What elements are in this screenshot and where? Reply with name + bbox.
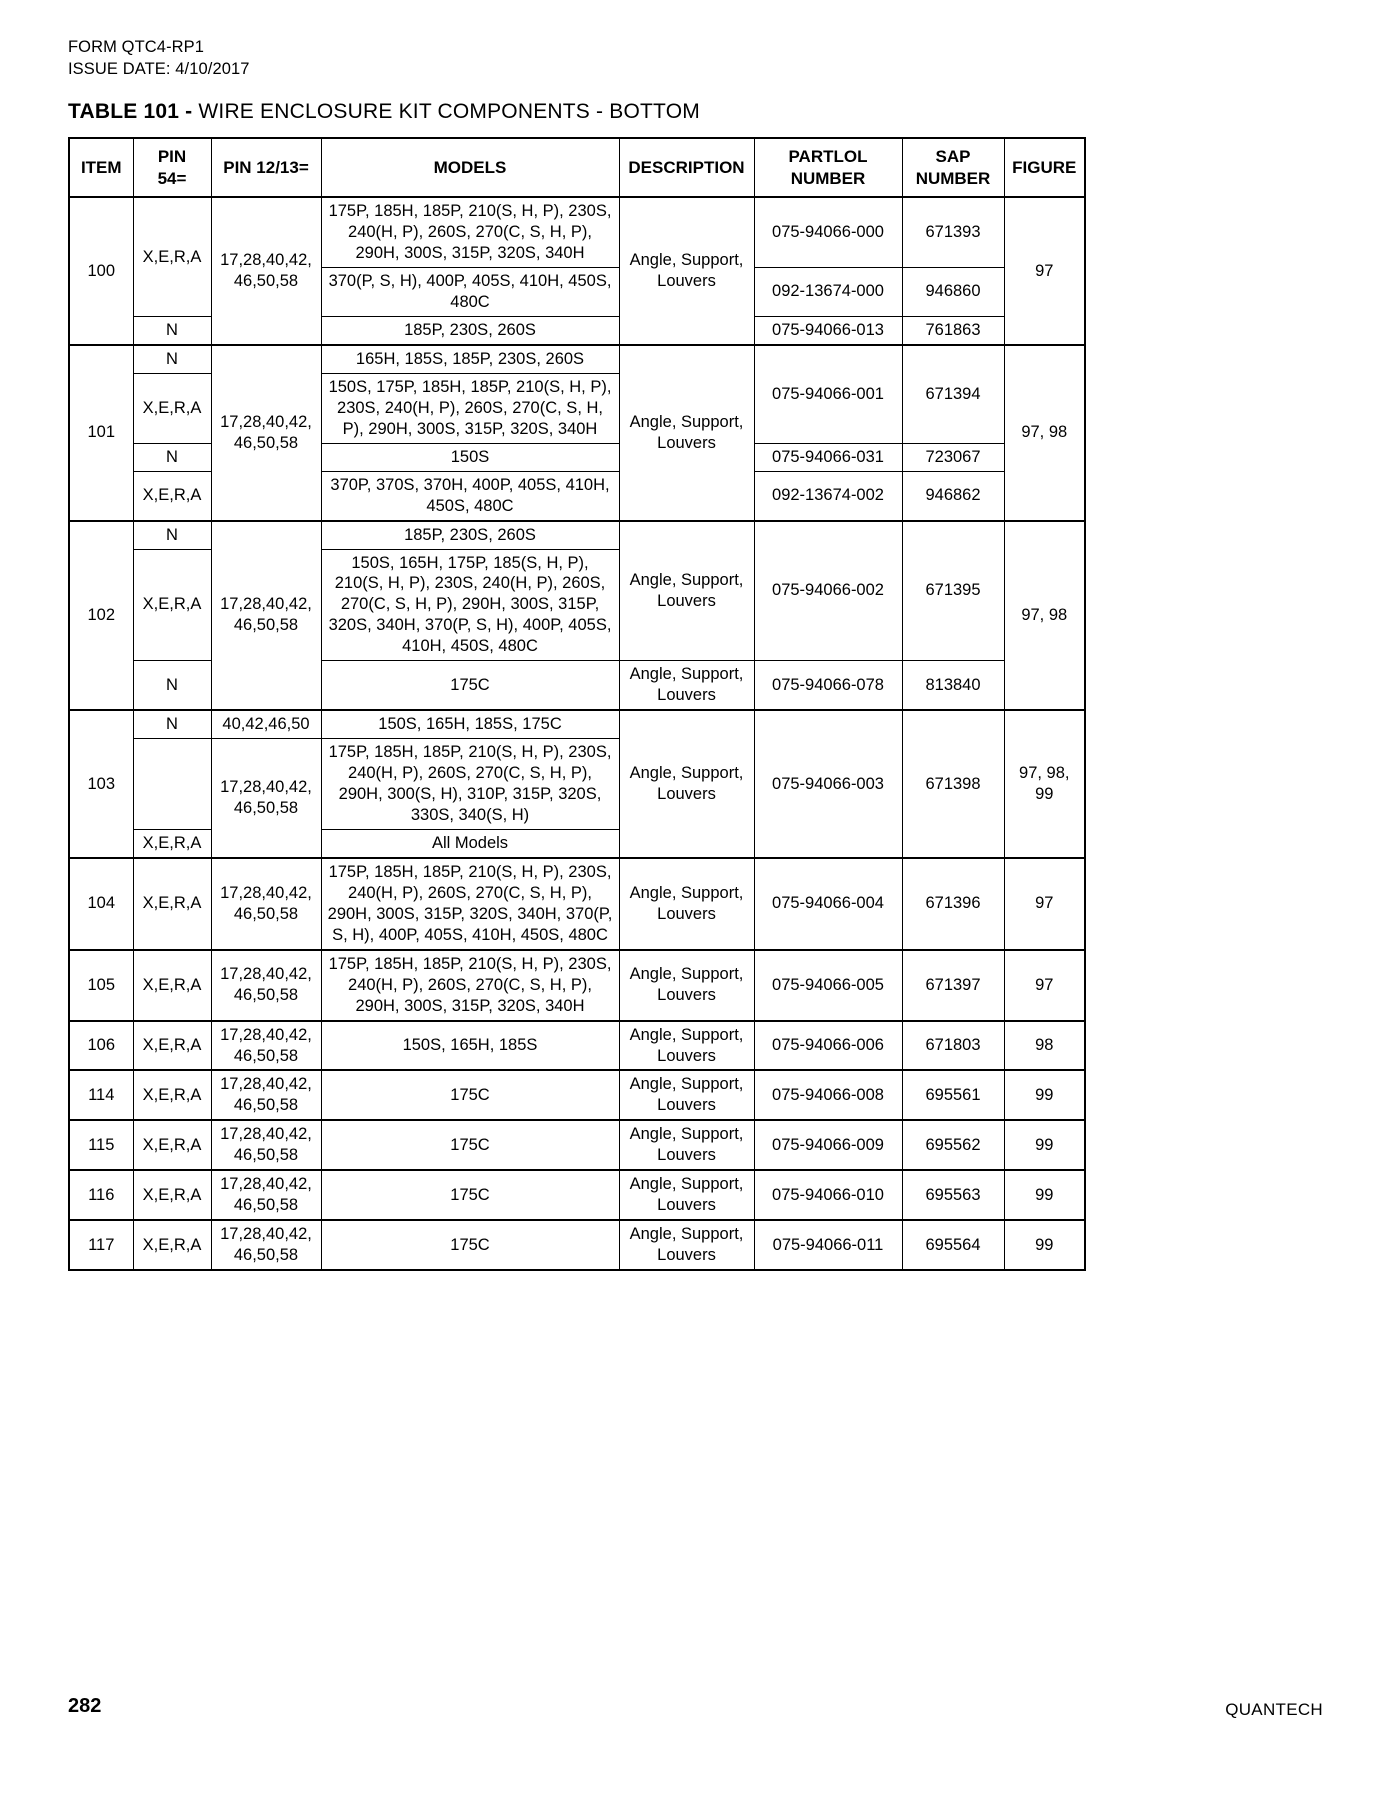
- cell-models: 150S, 165H, 185S: [321, 1021, 619, 1071]
- cell-part-number: 075-94066-000: [754, 197, 902, 267]
- table-row: [69, 1070, 1085, 1120]
- col-header-part-line2: NUMBER: [790, 168, 866, 188]
- cell-item-number: 102: [69, 521, 133, 711]
- page-number: 282: [68, 1695, 102, 1717]
- cell-description: Angle, Support, Louvers: [619, 1021, 754, 1071]
- col-header-item: ITEM: [69, 138, 133, 197]
- cell-description: Angle, Support, Louvers: [619, 858, 754, 950]
- cell-pin54: N: [133, 316, 211, 344]
- cell-part-number: 075-94066-002: [754, 521, 902, 661]
- cell-pin1213: 17,28,40,42, 46,50,58: [211, 1070, 321, 1120]
- cell-sap-number: 671803: [902, 1021, 1004, 1071]
- col-header-pin54: [133, 138, 211, 197]
- cell-models: 175C: [321, 1220, 619, 1270]
- table-row: [69, 858, 1085, 950]
- cell-part-number: 075-94066-005: [754, 950, 902, 1021]
- cell-part-number: 092-13674-002: [754, 471, 902, 520]
- cell-pin54: X,E,R,A: [133, 1021, 211, 1071]
- cell-sap-number: 946862: [902, 471, 1004, 520]
- cell-pin1213: 17,28,40,42, 46,50,58: [211, 345, 321, 521]
- cell-sap-number: 671396: [902, 858, 1004, 950]
- issue-date: ISSUE DATE: 4/10/2017: [68, 60, 250, 79]
- cell-pin1213: 17,28,40,42, 46,50,58: [211, 858, 321, 950]
- cell-pin54: N: [133, 710, 211, 738]
- cell-description: Angle, Support, Louvers: [619, 521, 754, 661]
- col-header-pin54-line1: PIN: [157, 147, 187, 166]
- cell-part-number: 075-94066-013: [754, 316, 902, 344]
- col-header-sap-line2: NUMBER: [915, 168, 991, 188]
- table-row: [69, 710, 1085, 738]
- col-header-description: DESCRIPTION: [619, 138, 754, 197]
- cell-sap-number: 695561: [902, 1070, 1004, 1120]
- cell-pin1213: 17,28,40,42, 46,50,58: [211, 950, 321, 1021]
- cell-item-number: 114: [69, 1070, 133, 1120]
- cell-sap-number: 695563: [902, 1170, 1004, 1220]
- cell-pin54: X,E,R,A: [133, 1120, 211, 1170]
- cell-figure: 97: [1004, 950, 1085, 1021]
- cell-sap-number: 695564: [902, 1220, 1004, 1270]
- cell-figure: 97, 98: [1004, 521, 1085, 711]
- cell-item-number: 104: [69, 858, 133, 950]
- table-row: [69, 1170, 1085, 1220]
- cell-figure: 99: [1004, 1070, 1085, 1120]
- cell-pin54: N: [133, 345, 211, 373]
- table-title-text: WIRE ENCLOSURE KIT COMPONENTS - BOTTOM: [198, 100, 700, 123]
- cell-part-number: 075-94066-078: [754, 661, 902, 710]
- cell-part-number: 075-94066-003: [754, 710, 902, 858]
- form-header: [68, 36, 250, 81]
- cell-models: 175P, 185H, 185P, 210(S, H, P), 230S, 240(H, P), 260S, 270(C, S, H, P), 290H, 300(S, H), 310P, 315P, 320S, 330S, 340(S, H): [321, 739, 619, 830]
- cell-pin54: X,E,R,A: [133, 471, 211, 520]
- cell-sap-number: 671397: [902, 950, 1004, 1021]
- cell-item-number: 100: [69, 197, 133, 345]
- cell-part-number: 075-94066-011: [754, 1220, 902, 1270]
- table-row: [69, 197, 1085, 267]
- cell-description: Angle, Support, Louvers: [619, 197, 754, 345]
- cell-sap-number: 761863: [902, 316, 1004, 344]
- cell-pin54: X,E,R,A: [133, 549, 211, 661]
- cell-models: 150S, 175P, 185H, 185P, 210(S, H, P), 230S, 240(H, P), 260S, 270(C, S, H, P), 290H, 300S, 315P, 320S, 340H: [321, 373, 619, 443]
- cell-figure: 99: [1004, 1120, 1085, 1170]
- cell-pin54: X,E,R,A: [133, 858, 211, 950]
- table-row: [69, 950, 1085, 1021]
- cell-description: Angle, Support, Louvers: [619, 345, 754, 521]
- cell-description: Angle, Support, Louvers: [619, 710, 754, 858]
- cell-pin1213: 17,28,40,42, 46,50,58: [211, 1021, 321, 1071]
- cell-description: Angle, Support, Louvers: [619, 1220, 754, 1270]
- cell-models: 185P, 230S, 260S: [321, 521, 619, 549]
- table-row: [69, 1220, 1085, 1270]
- cell-figure: 99: [1004, 1170, 1085, 1220]
- table-row: [69, 1021, 1085, 1071]
- cell-item-number: 116: [69, 1170, 133, 1220]
- cell-models: 150S, 165H, 185S, 175C: [321, 710, 619, 738]
- cell-models: 175C: [321, 1170, 619, 1220]
- cell-models: 150S, 165H, 175P, 185(S, H, P), 210(S, H, P), 230S, 240(H, P), 260S, 270(C, S, H, P), 290H, 300S, 315P, 320S, 340H, 370(P, S, H), 400P, 405S, 410H, 450S, 480C: [321, 549, 619, 661]
- cell-sap-number: 671395: [902, 521, 1004, 661]
- cell-pin1213: 17,28,40,42, 46,50,58: [211, 197, 321, 345]
- col-header-models: MODELS: [321, 138, 619, 197]
- cell-sap-number: 671394: [902, 345, 1004, 443]
- table-header-row: [69, 138, 1085, 197]
- cell-models: 175P, 185H, 185P, 210(S, H, P), 230S, 240(H, P), 260S, 270(C, S, H, P), 290H, 300S, 315P, 320S, 340H: [321, 950, 619, 1021]
- cell-sap-number: 671393: [902, 197, 1004, 267]
- cell-part-number: 075-94066-004: [754, 858, 902, 950]
- cell-item-number: 115: [69, 1120, 133, 1170]
- col-header-pin1213: PIN 12/13=: [211, 138, 321, 197]
- cell-models: 370P, 370S, 370H, 400P, 405S, 410H, 450S, 480C: [321, 471, 619, 520]
- cell-sap-number: 695562: [902, 1120, 1004, 1170]
- cell-models: 175C: [321, 1070, 619, 1120]
- cell-pin54: X,E,R,A: [133, 197, 211, 316]
- cell-part-number: 075-94066-006: [754, 1021, 902, 1071]
- cell-description: Angle, Support, Louvers: [619, 950, 754, 1021]
- form-number: FORM QTC4-RP1: [68, 38, 205, 56]
- cell-part-number: 092-13674-000: [754, 268, 902, 317]
- cell-pin54: X,E,R,A: [133, 1070, 211, 1120]
- table-label: TABLE 101 -: [68, 100, 193, 123]
- table-row: [69, 521, 1085, 549]
- col-header-figure: FIGURE: [1004, 138, 1085, 197]
- cell-pin54: [133, 739, 211, 830]
- cell-pin1213: 17,28,40,42, 46,50,58: [211, 521, 321, 711]
- page-title: [68, 100, 700, 124]
- col-header-sap-line1: SAP: [935, 147, 971, 166]
- cell-figure: 98: [1004, 1021, 1085, 1071]
- cell-part-number: 075-94066-008: [754, 1070, 902, 1120]
- table-row: [69, 345, 1085, 373]
- cell-pin1213: 17,28,40,42, 46,50,58: [211, 1120, 321, 1170]
- cell-pin1213: 17,28,40,42, 46,50,58: [211, 1170, 321, 1220]
- cell-models: All Models: [321, 829, 619, 857]
- cell-description: Angle, Support, Louvers: [619, 661, 754, 710]
- cell-models: 175C: [321, 1120, 619, 1170]
- cell-item-number: 117: [69, 1220, 133, 1270]
- cell-part-number: 075-94066-031: [754, 443, 902, 471]
- cell-item-number: 103: [69, 710, 133, 858]
- cell-sap-number: 946860: [902, 268, 1004, 317]
- cell-pin1213: 17,28,40,42, 46,50,58: [211, 1220, 321, 1270]
- parts-table-body: [69, 197, 1085, 1270]
- cell-pin54: X,E,R,A: [133, 950, 211, 1021]
- cell-figure: 97, 98, 99: [1004, 710, 1085, 858]
- cell-item-number: 101: [69, 345, 133, 521]
- cell-models: 370(P, S, H), 400P, 405S, 410H, 450S, 480C: [321, 268, 619, 317]
- cell-pin54: X,E,R,A: [133, 1220, 211, 1270]
- cell-pin54: X,E,R,A: [133, 373, 211, 443]
- cell-sap-number: 813840: [902, 661, 1004, 710]
- cell-description: Angle, Support, Louvers: [619, 1170, 754, 1220]
- cell-sap-number: 671398: [902, 710, 1004, 858]
- cell-pin1213: 17,28,40,42, 46,50,58: [211, 739, 321, 858]
- cell-models: 175P, 185H, 185P, 210(S, H, P), 230S, 240(H, P), 260S, 270(C, S, H, P), 290H, 300S, 315P, 320S, 340H, 370(P, S, H), 400P, 405S, 410H, 450S, 480C: [321, 858, 619, 950]
- parts-table: [68, 137, 1086, 1271]
- cell-models: 165H, 185S, 185P, 230S, 260S: [321, 345, 619, 373]
- cell-item-number: 106: [69, 1021, 133, 1071]
- cell-figure: 97: [1004, 197, 1085, 345]
- cell-models: 175P, 185H, 185P, 210(S, H, P), 230S, 240(H, P), 260S, 270(C, S, H, P), 290H, 300S, 315P, 320S, 340H: [321, 197, 619, 267]
- brand-footer: QUANTECH: [1225, 1700, 1323, 1719]
- col-header-sap-number: [902, 138, 1004, 197]
- col-header-part-number: [754, 138, 902, 197]
- cell-part-number: 075-94066-009: [754, 1120, 902, 1170]
- cell-pin54: N: [133, 661, 211, 710]
- cell-part-number: 075-94066-010: [754, 1170, 902, 1220]
- col-header-pin54-line2: 54=: [157, 168, 187, 188]
- cell-pin54: N: [133, 521, 211, 549]
- cell-figure: 99: [1004, 1220, 1085, 1270]
- cell-sap-number: 723067: [902, 443, 1004, 471]
- cell-description: Angle, Support, Louvers: [619, 1070, 754, 1120]
- col-header-part-line1: PARTLOL: [788, 147, 868, 166]
- cell-pin54: X,E,R,A: [133, 829, 211, 857]
- cell-pin1213: 40,42,46,50: [211, 710, 321, 738]
- cell-pin54: N: [133, 443, 211, 471]
- cell-item-number: 105: [69, 950, 133, 1021]
- cell-figure: 97, 98: [1004, 345, 1085, 521]
- cell-part-number: 075-94066-001: [754, 345, 902, 443]
- cell-description: Angle, Support, Louvers: [619, 1120, 754, 1170]
- cell-models: 175C: [321, 661, 619, 710]
- cell-figure: 97: [1004, 858, 1085, 950]
- table-row: [69, 1120, 1085, 1170]
- cell-models: 185P, 230S, 260S: [321, 316, 619, 344]
- cell-pin54: X,E,R,A: [133, 1170, 211, 1220]
- cell-models: 150S: [321, 443, 619, 471]
